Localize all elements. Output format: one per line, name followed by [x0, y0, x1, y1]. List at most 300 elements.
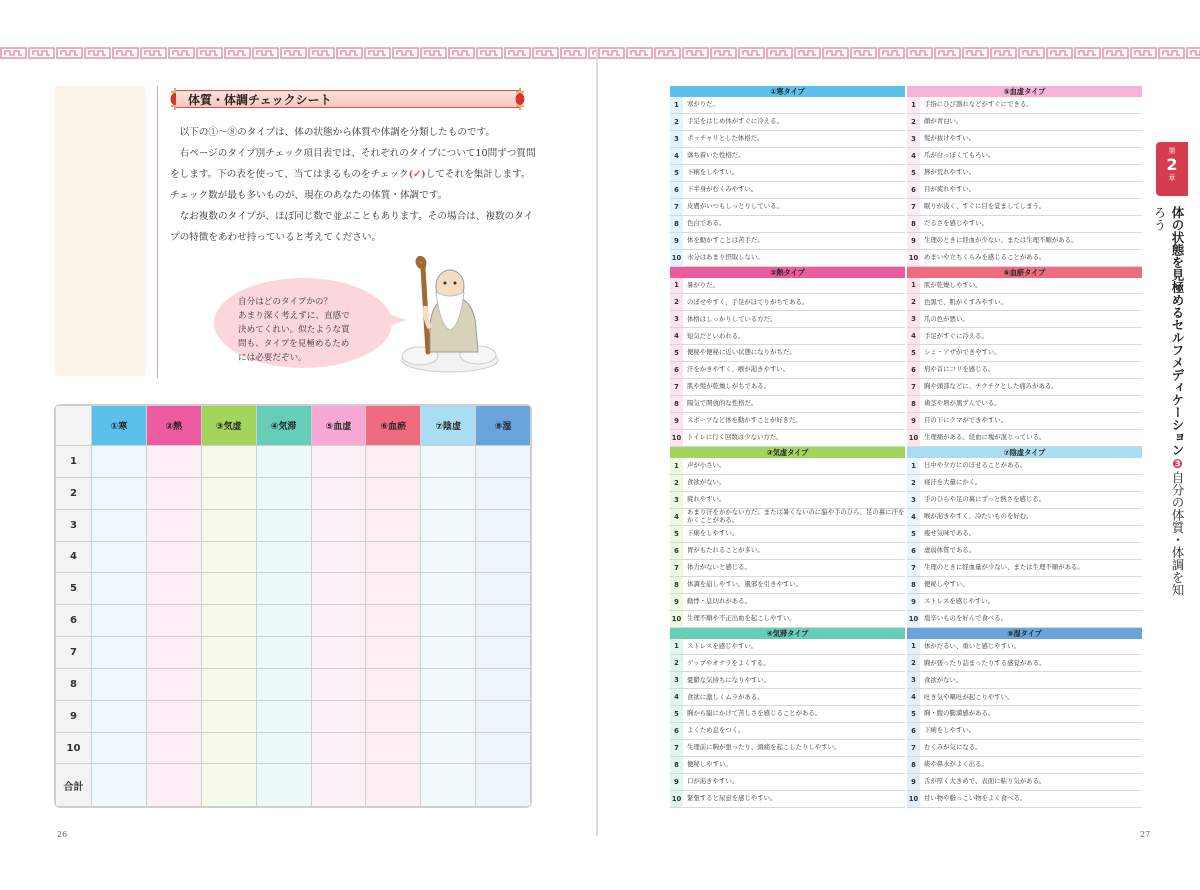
type-heading: ⑤血虚タイプ: [907, 86, 1142, 97]
item-number: 6: [670, 362, 683, 378]
type-item: [907, 509, 1142, 526]
item-text: 目が疲れやすい。: [924, 184, 976, 193]
item-number: 2: [670, 294, 683, 310]
type-item: [670, 475, 905, 492]
item-number: 8: [670, 757, 683, 773]
type-heading: ⑥血瘀タイプ: [907, 267, 1142, 278]
item-number: 5: [907, 345, 920, 361]
item-number: 4: [907, 689, 920, 705]
type-heading: ⑧湿タイプ: [907, 628, 1142, 639]
item-number: 3: [907, 311, 920, 327]
item-number: 4: [907, 148, 920, 164]
tally-row-label: 3: [56, 509, 92, 541]
item-text: 疲れやすい。: [687, 495, 726, 504]
type-item: [670, 560, 905, 577]
tally-cell[interactable]: [201, 668, 256, 700]
tally-cell[interactable]: [476, 732, 531, 764]
tally-row: [56, 573, 531, 605]
type-item: [670, 114, 905, 131]
type-item: [907, 114, 1142, 131]
tally-cell[interactable]: [366, 541, 421, 573]
type-item: [907, 791, 1142, 808]
type-item: [907, 278, 1142, 295]
type-item: [907, 233, 1142, 250]
page-number-left: 26: [57, 830, 68, 839]
tally-row: [56, 700, 531, 732]
tally-cell[interactable]: [366, 764, 421, 807]
item-number: 10: [907, 430, 920, 446]
item-number: 1: [907, 97, 920, 113]
intro-paragraph: 右ページのタイプ別チェック項目表では、それぞれのタイプについて10問ずつ質問をします。下の表を使って、当てはまるものをチェック(✓)してそれを集計します。チェック数が最も多いものが、現在のあなたの体質・体調です。: [170, 148, 536, 201]
meander-pattern: [0, 46, 596, 60]
item-number: 2: [907, 475, 920, 491]
chapter-tab: [1156, 142, 1188, 196]
item-text: シミ・アザができやすい。: [924, 348, 1001, 357]
item-number: 8: [670, 577, 683, 593]
tally-cell[interactable]: [201, 446, 256, 478]
item-text: 汗をかきやすく、喉が渇きやすい。: [687, 365, 790, 374]
tally-cell[interactable]: [256, 446, 311, 478]
tally-cell[interactable]: [201, 477, 256, 509]
item-text: 髪が抜けやすい。: [924, 134, 976, 143]
tally-row-label: 5: [56, 573, 92, 605]
tally-cell[interactable]: [201, 637, 256, 669]
item-text: 塩辛いものを好んで食べる。: [924, 613, 1008, 622]
lantern-icon: [515, 88, 525, 110]
item-text: 生理のときに経血量が少ない、または生理不順がある。: [924, 562, 1084, 571]
type-item: [670, 509, 905, 526]
type-item: [907, 740, 1142, 757]
tally-cell[interactable]: [421, 732, 476, 764]
type-item: [907, 672, 1142, 689]
tally-cell[interactable]: [476, 668, 531, 700]
tally-col-cold: ①寒: [92, 406, 147, 446]
item-number: 6: [670, 543, 683, 559]
item-text: 落ち着いた性格だ。: [687, 151, 745, 160]
side-chapter-title: 体の状態を見極めるセルフメディケーション❸自分の体質・体調を知ろう: [1152, 206, 1185, 596]
item-text: 食欲がない。: [687, 478, 726, 487]
tally-cell[interactable]: [256, 541, 311, 573]
tally-cell[interactable]: [421, 573, 476, 605]
tally-cell[interactable]: [146, 605, 201, 637]
type-item: [907, 492, 1142, 509]
page-number-right: 27: [1140, 830, 1151, 839]
tally-cell[interactable]: [366, 668, 421, 700]
tally-row: [56, 541, 531, 573]
tally-cell[interactable]: [476, 446, 531, 478]
tally-cell[interactable]: [201, 573, 256, 605]
item-text: むくみが気になる。: [924, 743, 982, 752]
item-text: 口が渇きやすい。: [687, 777, 739, 786]
item-number: 10: [907, 611, 920, 627]
item-text: 下半身がむくみやすい。: [687, 184, 758, 193]
item-number: 3: [670, 131, 683, 147]
item-text: 胃がもたれることが多い。: [687, 545, 764, 554]
type-item: [670, 328, 905, 345]
item-number: 5: [670, 526, 683, 542]
type-item: [907, 526, 1142, 543]
item-number: 5: [670, 165, 683, 181]
item-number: 10: [907, 250, 920, 266]
type-item: [907, 216, 1142, 233]
item-number: 6: [907, 543, 920, 559]
tally-row-label: 6: [56, 605, 92, 637]
tally-cell[interactable]: [201, 541, 256, 573]
tally-cell[interactable]: [311, 477, 366, 509]
item-number: 5: [670, 706, 683, 722]
type-item: [670, 611, 905, 628]
item-number: 7: [670, 740, 683, 756]
item-text: 痩せ気味である。: [924, 528, 976, 537]
tally-table: [54, 404, 532, 808]
tally-cell[interactable]: [311, 764, 366, 807]
tally-col-yin-deficiency: ⑦陰虚: [421, 406, 476, 446]
tally-cell[interactable]: [256, 477, 311, 509]
tally-cell[interactable]: [146, 573, 201, 605]
item-number: 7: [670, 379, 683, 395]
item-number: 8: [670, 216, 683, 232]
item-number: 1: [670, 458, 683, 474]
tally-cell[interactable]: [311, 700, 366, 732]
item-number: 7: [670, 560, 683, 576]
tally-cell[interactable]: [256, 605, 311, 637]
tally-cell[interactable]: [476, 541, 531, 573]
circled-number: ❸: [1170, 456, 1185, 471]
item-text: よくため息をつく。: [687, 726, 745, 735]
tally-row: [56, 605, 531, 637]
item-text: 顔が青白い。: [924, 117, 963, 126]
tally-cell[interactable]: [421, 541, 476, 573]
type-item: [670, 757, 905, 774]
tally-cell[interactable]: [92, 637, 147, 669]
tally-cell[interactable]: [146, 509, 201, 541]
tally-row-label: 1: [56, 446, 92, 478]
item-number: 3: [907, 492, 920, 508]
item-text: 爪が白っぽくてもろい。: [924, 151, 995, 160]
tally-cell[interactable]: [366, 700, 421, 732]
tally-cell[interactable]: [476, 605, 531, 637]
item-number: 4: [670, 328, 683, 344]
item-text: ストレスを感じやすい。: [924, 596, 995, 605]
type-item: [907, 458, 1142, 475]
tally-cell[interactable]: [92, 446, 147, 478]
tally-cell[interactable]: [146, 668, 201, 700]
item-text: 吐き気や嘔吐が起こりやすい。: [924, 692, 1014, 701]
tally-cell[interactable]: [146, 732, 201, 764]
item-text: 眠りが浅く、すぐに目を覚ましてしまう。: [924, 201, 1046, 210]
tally-cell[interactable]: [201, 605, 256, 637]
item-text: 生理のときに経血が少ない、または生理不順がある。: [924, 235, 1078, 244]
chapter-prefix: 第: [1168, 147, 1176, 155]
tally-cell[interactable]: [256, 509, 311, 541]
item-text: 虚弱体質である。: [924, 545, 976, 554]
tally-cell[interactable]: [366, 732, 421, 764]
type-item: [907, 430, 1142, 447]
item-text: 下痢をしやすい。: [687, 528, 739, 537]
item-text: 水分はあまり摂取しない。: [687, 252, 764, 261]
tally-cell[interactable]: [421, 700, 476, 732]
tally-row-label: 4: [56, 541, 92, 573]
item-text: 肌が乾燥しやすい。: [924, 280, 982, 289]
tally-row-label: 9: [56, 700, 92, 732]
type-item: [670, 311, 905, 328]
tally-cell[interactable]: [476, 509, 531, 541]
tally-row: [56, 637, 531, 669]
item-number: 4: [670, 689, 683, 705]
item-text: 手指にひび割れなどがすぐにできる。: [924, 100, 1033, 109]
tally-cell[interactable]: [311, 509, 366, 541]
item-text: 短気だといわれる。: [687, 331, 745, 340]
type-item: [670, 396, 905, 413]
tally-cell[interactable]: [421, 637, 476, 669]
section-title-bar: [170, 88, 525, 110]
type-item: [907, 413, 1142, 430]
type-block: [907, 86, 1142, 267]
tally-corner: [56, 406, 92, 446]
type-item: [907, 250, 1142, 267]
type-item: [907, 328, 1142, 345]
tally-cell[interactable]: [311, 668, 366, 700]
item-text: 胸・腹の膨満感がある。: [924, 709, 995, 718]
type-item: [907, 379, 1142, 396]
item-text: あまり汗をかかない方だ。または暑くないのに脇や手のひら、足の裏に汗をかくことがある。: [687, 508, 905, 524]
speech-bubble-text: 自分はどのタイプかの？ あまり深く考えずに、直感で 決めてくれい。似たような質 問も、タイプを見極めるため には必要だぞい。: [238, 297, 350, 363]
type-item: [670, 689, 905, 706]
type-item: [670, 526, 905, 543]
type-item: [670, 492, 905, 509]
tally-cell[interactable]: [201, 509, 256, 541]
tally-cell[interactable]: [421, 477, 476, 509]
item-text: ストレスを感じやすい。: [687, 641, 758, 650]
item-number: 7: [907, 379, 920, 395]
item-number: 7: [907, 560, 920, 576]
type-item: [670, 233, 905, 250]
item-number: 7: [907, 740, 920, 756]
type-item: [907, 475, 1142, 492]
item-text: 声が小さい。: [687, 461, 726, 470]
item-text: 肌や髪が乾燥しがちである。: [687, 382, 771, 391]
top-border-pattern-right: [598, 46, 1200, 60]
type-item: [907, 165, 1142, 182]
item-text: 歯茎や唇が黒ずんでいる。: [924, 399, 1001, 408]
type-block: [907, 628, 1142, 809]
type-item: [670, 165, 905, 182]
item-text: 手足をはじめ体がすぐに冷える。: [687, 117, 783, 126]
tally-cell[interactable]: [146, 764, 201, 807]
tally-cell[interactable]: [92, 509, 147, 541]
type-checklist: [670, 86, 1142, 808]
item-text: 緊張すると尿意を感じやすい。: [687, 794, 777, 803]
type-item: [907, 199, 1142, 216]
tally-cell[interactable]: [476, 700, 531, 732]
tally-cell[interactable]: [256, 732, 311, 764]
item-text: 日中や夕方にのぼせることがある。: [924, 461, 1027, 470]
item-text: 胸が張ったり詰まったりする感覚がある。: [924, 658, 1046, 667]
type-item: [670, 97, 905, 114]
tally-row-label: 8: [56, 668, 92, 700]
item-number: 10: [670, 791, 683, 807]
margin-line: [157, 86, 158, 378]
item-number: 1: [907, 639, 920, 655]
tally-cell[interactable]: [201, 764, 256, 807]
type-block: [670, 86, 905, 267]
type-item: [670, 791, 905, 808]
type-item: [670, 594, 905, 611]
type-heading: ③気虚タイプ: [670, 447, 905, 458]
tally-cell[interactable]: [421, 764, 476, 807]
item-number: 3: [670, 492, 683, 508]
tally-cell[interactable]: [92, 668, 147, 700]
tally-cell[interactable]: [421, 446, 476, 478]
tally-cell[interactable]: [146, 541, 201, 573]
type-item: [907, 655, 1142, 672]
tally-cell[interactable]: [421, 668, 476, 700]
tally-cell[interactable]: [146, 477, 201, 509]
item-number: 7: [670, 199, 683, 215]
type-item: [907, 97, 1142, 114]
type-item: [907, 396, 1142, 413]
item-text: 動悸・息切れがある。: [687, 596, 751, 605]
type-item: [670, 655, 905, 672]
item-number: 6: [907, 362, 920, 378]
tally-cell[interactable]: [92, 764, 147, 807]
tally-cell[interactable]: [92, 700, 147, 732]
item-text: 便秘や便秘に近い状態になりがちだ。: [687, 348, 796, 357]
type-item: [907, 543, 1142, 560]
type-item: [907, 706, 1142, 723]
item-number: 8: [907, 216, 920, 232]
type-block: [907, 267, 1142, 448]
tally-cell[interactable]: [311, 732, 366, 764]
tally-cell[interactable]: [366, 573, 421, 605]
item-number: 10: [670, 250, 683, 266]
tally-row: [56, 509, 531, 541]
tally-cell[interactable]: [146, 700, 201, 732]
type-item: [907, 362, 1142, 379]
tally-cell[interactable]: [256, 637, 311, 669]
tally-cell[interactable]: [201, 700, 256, 732]
item-text: 寝汗を大量にかく。: [924, 478, 982, 487]
tally-col-heat: ②熱: [146, 406, 201, 446]
item-number: 2: [907, 655, 920, 671]
item-text: 手のひらや足の裏にずっと熱さを感じる。: [924, 495, 1046, 504]
tally-cell[interactable]: [366, 637, 421, 669]
tally-row-label: 10: [56, 732, 92, 764]
tally-cell[interactable]: [476, 477, 531, 509]
section-title: 体質・体調チェックシート: [188, 93, 332, 107]
item-number: 9: [670, 774, 683, 790]
tally-cell[interactable]: [92, 605, 147, 637]
item-text: トイレに行く回数は少ない方だ。: [687, 433, 783, 442]
item-number: 10: [670, 430, 683, 446]
type-item: [670, 577, 905, 594]
tally-cell[interactable]: [366, 477, 421, 509]
tally-cell[interactable]: [92, 541, 147, 573]
intro-paragraph: 以下の①～⑧のタイプは、体の状態から体質や体調を分類したものです。: [179, 127, 495, 138]
tally-cell[interactable]: [256, 668, 311, 700]
tally-cell[interactable]: [476, 764, 531, 807]
type-item: [670, 250, 905, 267]
type-item: [907, 560, 1142, 577]
tally-cell[interactable]: [311, 573, 366, 605]
item-number: 9: [670, 233, 683, 249]
tally-row: [56, 446, 531, 478]
item-number: 5: [907, 165, 920, 181]
item-number: 4: [907, 328, 920, 344]
item-number: 10: [907, 791, 920, 807]
type-heading: ⑦陰虚タイプ: [907, 447, 1142, 458]
item-number: 2: [907, 114, 920, 130]
tally-cell[interactable]: [311, 637, 366, 669]
type-item: [670, 131, 905, 148]
type-block: [670, 267, 905, 448]
item-number: 1: [907, 458, 920, 474]
type-item: [907, 594, 1142, 611]
tally-cell[interactable]: [256, 573, 311, 605]
type-item: [907, 639, 1142, 656]
tally-cell[interactable]: [311, 446, 366, 478]
item-number: 2: [907, 294, 920, 310]
tally-cell[interactable]: [421, 605, 476, 637]
type-item: [670, 182, 905, 199]
tally-row: [56, 477, 531, 509]
tally-cell[interactable]: [476, 573, 531, 605]
tally-cell[interactable]: [366, 446, 421, 478]
item-number: 8: [907, 577, 920, 593]
type-item: [670, 278, 905, 295]
type-heading: ②熱タイプ: [670, 267, 905, 278]
tally-cell[interactable]: [92, 732, 147, 764]
memo-box: [55, 86, 145, 376]
tally-cell[interactable]: [201, 732, 256, 764]
tally-cell[interactable]: [366, 605, 421, 637]
item-text: 色黒で、肌がくすみやすい。: [924, 297, 1007, 306]
tally-cell[interactable]: [256, 764, 311, 807]
type-heading: ④気滞タイプ: [670, 628, 905, 639]
tally-cell[interactable]: [311, 605, 366, 637]
type-item: [670, 199, 905, 216]
tally-col-qi-deficiency: ③気虚: [201, 406, 256, 446]
tally-cell[interactable]: [146, 446, 201, 478]
item-number: 1: [907, 278, 920, 294]
tally-row: [56, 764, 531, 807]
item-number: 3: [670, 672, 683, 688]
tally-cell[interactable]: [146, 637, 201, 669]
type-item: [670, 543, 905, 560]
tally-cell[interactable]: [476, 637, 531, 669]
tally-cell[interactable]: [311, 541, 366, 573]
item-number: 1: [670, 278, 683, 294]
tally-cell[interactable]: [92, 573, 147, 605]
tally-header-row: [56, 406, 531, 446]
check-mark-icon: (✓): [408, 169, 426, 180]
item-text: 憂鬱な気持ちになりやすい。: [687, 675, 771, 684]
item-text: 唇が荒れやすい。: [924, 167, 976, 176]
type-heading: ①寒タイプ: [670, 86, 905, 97]
item-text: 色白である。: [687, 218, 726, 227]
intro-paragraph: なお複数のタイプが、ほぼ同じ数で並ぶこともあります。その場合は、複数のタイプの特徴をあわせ持っていると考えてください。: [170, 211, 534, 243]
tally-cell[interactable]: [256, 700, 311, 732]
item-number: 6: [670, 723, 683, 739]
type-item: [907, 774, 1142, 791]
item-text: 体がだるい、重いと感じやすい。: [924, 641, 1020, 650]
item-number: 5: [907, 706, 920, 722]
tally-cell[interactable]: [92, 477, 147, 509]
type-item: [670, 345, 905, 362]
tally-row: [56, 732, 531, 764]
tally-cell[interactable]: [366, 509, 421, 541]
tally-cell[interactable]: [421, 509, 476, 541]
